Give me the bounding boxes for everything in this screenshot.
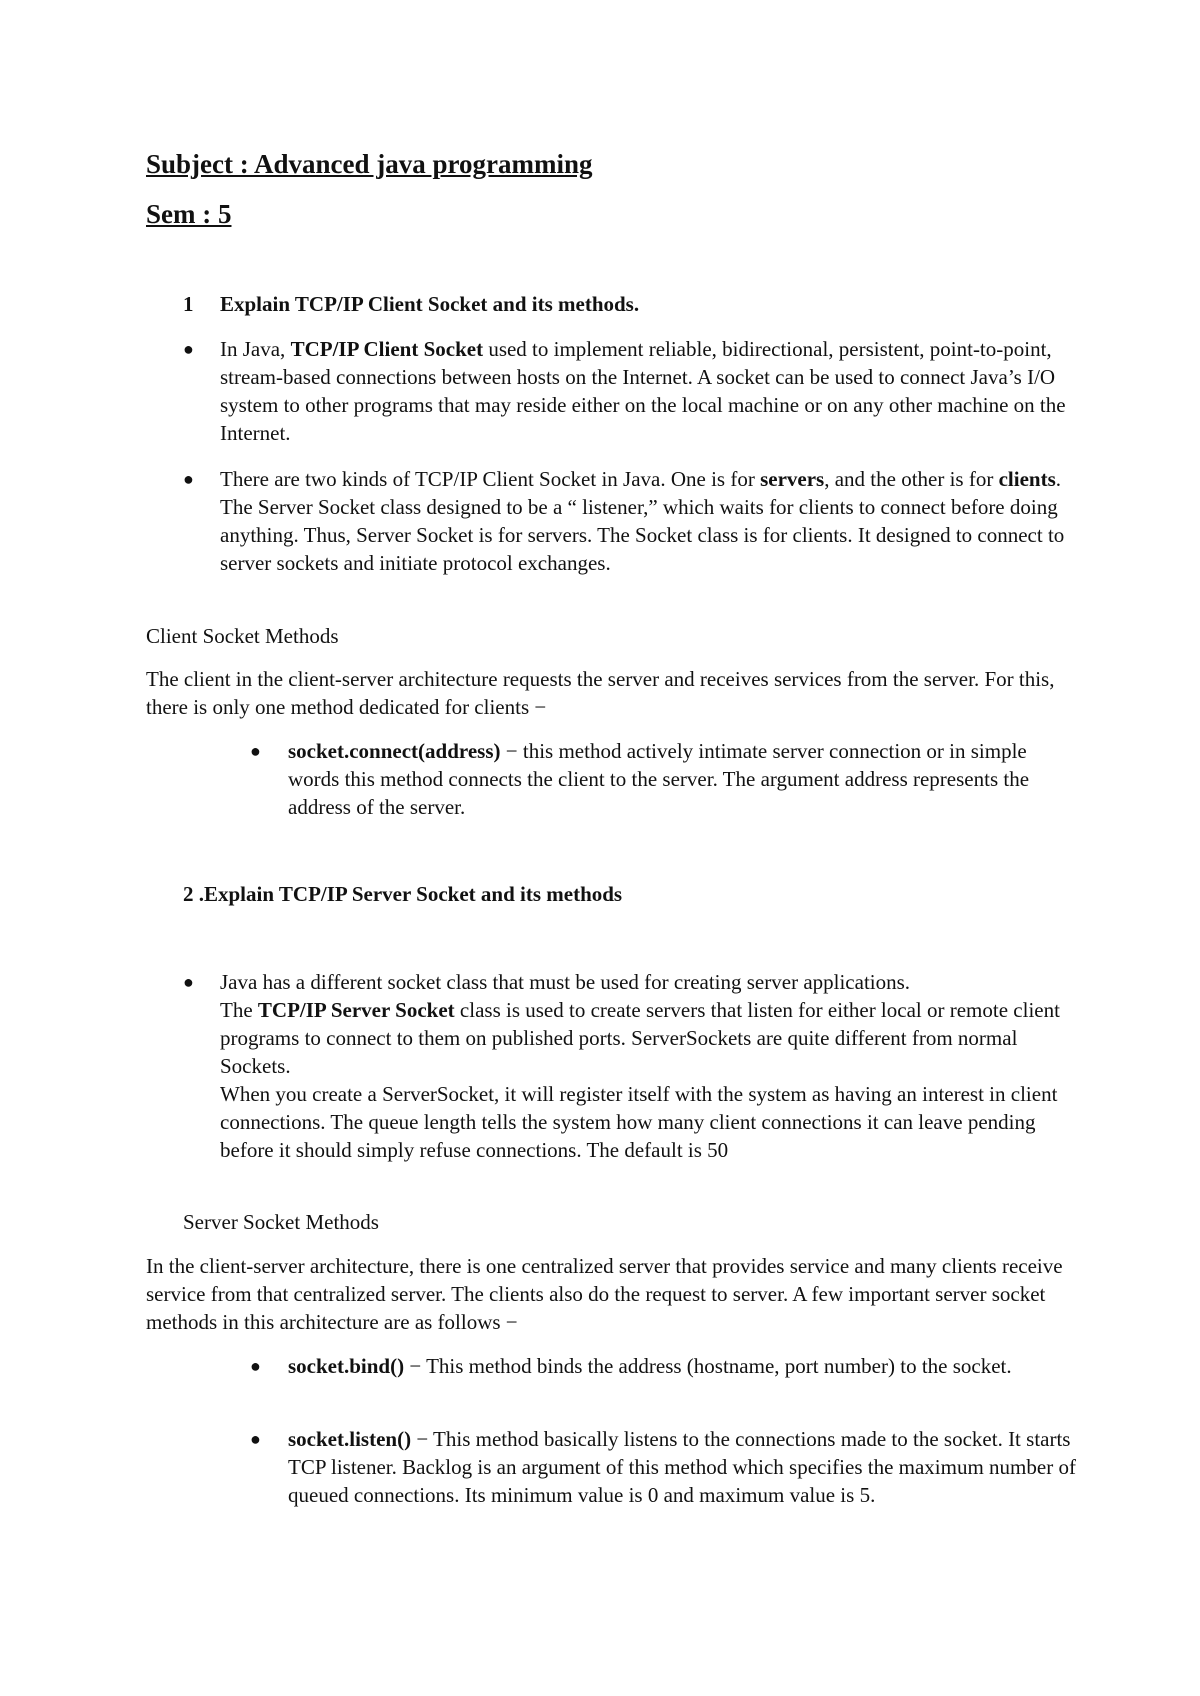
bullet-icon: ●: [250, 1356, 261, 1376]
server-method-listen: [288, 1425, 1078, 1509]
q1-paragraph-2: [220, 465, 1070, 577]
q1-p2-text-3: . The Server Socket class designed to be a “ listener,” which waits for clients to connect before doing anything. Thus, Server Socket is for servers. The Socket class is for clients. It designed to connect to server sockets and initiate protocol exchanges.: [220, 467, 1065, 575]
server-methods-intro: In the client-server architecture, there is one centralized server that provides service and many clients receive service from that centralized server. The clients also do the request to server. A few important server socket methods in this architecture are as follows −: [146, 1254, 1063, 1334]
q1-p2-text-2: , and the other is for: [824, 467, 999, 491]
bullet-icon: ●: [250, 741, 261, 761]
subject-title: Subject : Advanced java programming: [146, 149, 593, 179]
q1-number: 1: [183, 292, 194, 316]
method-name: socket.connect(address): [288, 739, 501, 763]
q2-p1-text-2: class is used to create servers that listen for either local or remote client programs to connect to them on published ports. ServerSockets are quite different from normal Sockets.: [220, 998, 1060, 1078]
q1-p1-bold-1: TCP/IP Client Socket: [290, 337, 484, 361]
q1-title: Explain TCP/IP Client Socket and its methods.: [220, 292, 640, 316]
bullet-icon: ●: [183, 469, 194, 489]
q1-p1-text-2: used to implement reliable, bidirectional, persistent, point-to-point, stream-based connections between hosts on the Internet. A socket can be used to connect Java’s I/O system to other programs that may reside either on the local machine or on any other machine on the Internet.: [220, 337, 1066, 445]
method-description: − This method basically listens to the connections made to the socket. It starts TCP listener. Backlog is an argument of this method which specifies the maximum number of queued connections. Its minimum value is 0 and maximum value is 5.: [288, 1427, 1076, 1507]
client-methods-heading: Client Socket Methods: [146, 624, 339, 648]
q1-paragraph-1: [220, 335, 1070, 447]
server-methods-heading: Server Socket Methods: [183, 1210, 379, 1234]
q1-p2-bold-1: servers: [760, 467, 825, 491]
sem-title: Sem : 5: [146, 199, 232, 229]
q2-p1-text-1: The: [220, 998, 258, 1022]
q2-p1-line-1: Java has a different socket class that must be used for creating server applications.: [220, 970, 911, 994]
client-methods-intro: The client in the client-server architecture requests the server and receives services from the server. For this, there is only one method dedicated for clients −: [146, 667, 1055, 719]
server-method-bind: [288, 1352, 1078, 1380]
q2-p1-bold-1: TCP/IP Server Socket: [257, 998, 455, 1022]
q2-paragraph-1: [220, 968, 1090, 1164]
q1-p2-text-1: There are two kinds of TCP/IP Client Socket in Java. One is for: [220, 467, 761, 491]
q1-p2-bold-2: clients: [998, 467, 1056, 491]
method-name: socket.listen(): [288, 1427, 412, 1451]
method-description: − This method binds the address (hostname, port number) to the socket.: [404, 1354, 1012, 1378]
method-description: − this method actively intimate server connection or in simple words this method connects the client to the server. The argument address represents the address of the server.: [288, 739, 1030, 819]
bullet-icon: ●: [250, 1429, 261, 1449]
q2-title: 2 .Explain TCP/IP Server Socket and its methods: [183, 882, 623, 906]
q2-p1-text-3: When you create a ServerSocket, it will register itself with the system as having an interest in client connections. The queue length tells the system how many client connections it can leave pending before it should simply refuse connections. The default is 50: [220, 1082, 1058, 1162]
bullet-icon: ●: [183, 972, 194, 992]
q1-p1-text-1: In Java,: [220, 337, 291, 361]
client-method-connect: [288, 737, 1063, 821]
method-name: socket.bind(): [288, 1354, 405, 1378]
bullet-icon: ●: [183, 339, 194, 359]
